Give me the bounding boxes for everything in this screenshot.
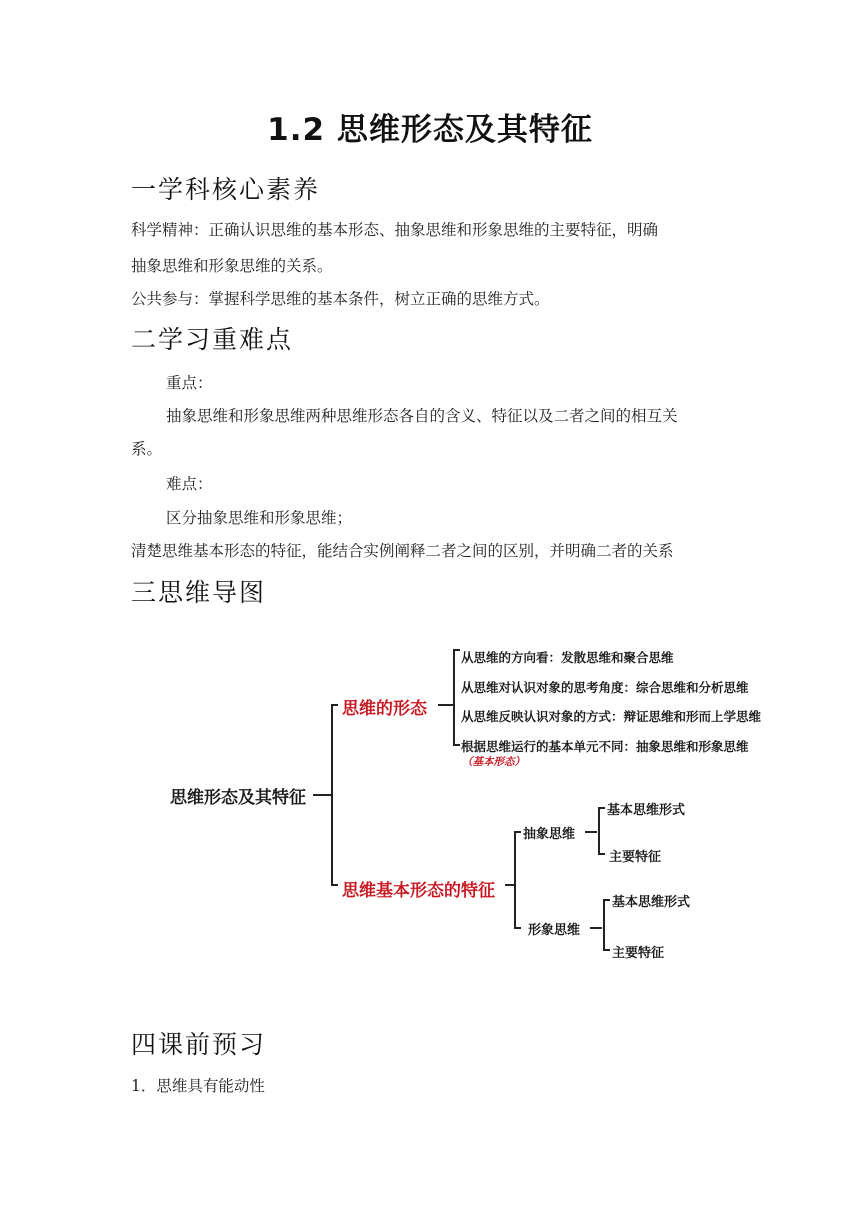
- difficult-point-text-line2: 清楚思维基本形态的特征，能结合实例阐释二者之间的区别，并明确二者的关系: [131, 542, 674, 560]
- mind-map-image-basic-form: 基本思维形式: [612, 895, 691, 910]
- bracket-sub1: [599, 808, 605, 854]
- mind-map-image-main-feature: 主要特征: [612, 946, 665, 961]
- key-point-label: 重点：: [166, 374, 213, 392]
- mind-map-form-item-4: 根据思维运行的基本单元不同：抽象思维和形象思维: [461, 739, 749, 754]
- mind-map-form-item-3: 从思维反映认识对象的方式：辩证思维和形而上学思维: [461, 709, 762, 724]
- difficult-point-text-line1: 区分抽象思维和形象思维；: [166, 509, 353, 527]
- key-point-text-line1: 抽象思维和形象思维两种思维形态各自的含义、特征以及二者之间的相互关: [166, 407, 678, 425]
- paragraph-public-participation: 公共参与：掌握科学思维的基本条件，树立正确的思维方式。: [131, 290, 550, 308]
- mind-map-image-thinking: 形象思维: [528, 923, 581, 938]
- mind-map-branch-forms: 思维的形态: [342, 699, 427, 719]
- mind-map-form-item-1: 从思维的方向看：发散思维和聚合思维: [461, 650, 674, 665]
- mind-map: [160, 630, 820, 970]
- mind-map-form-item-2: 从思维对认识对象的思考角度：综合思维和分析思维: [461, 680, 749, 695]
- preview-item-1: 1．思维具有能动性: [131, 1077, 265, 1095]
- mind-map-branch-features: 思维基本形态的特征: [342, 881, 495, 901]
- connector-main-trunk: [332, 705, 338, 885]
- mind-map-basic-form-note: （基本形态）: [462, 756, 525, 768]
- mind-map-abstract-main-feature: 主要特征: [609, 850, 662, 865]
- mind-map-abstract-thinking: 抽象思维: [523, 827, 576, 842]
- mind-map-abstract-basic-form: 基本思维形式: [607, 803, 686, 818]
- section-heading-preview: 四课前预习: [131, 1030, 267, 1059]
- section-heading-key-difficult-points: 二学习重难点: [131, 325, 294, 354]
- section-heading-core-literacy: 一学科核心素养: [131, 175, 321, 204]
- section-heading-mind-map: 三思维导图: [131, 578, 267, 607]
- bracket-branch1: [454, 650, 460, 745]
- paragraph-science-spirit-line1: 科学精神：正确认识思维的基本形态、抽象思维和形象思维的主要特征，明确: [131, 221, 659, 239]
- bracket-sub2: [604, 900, 610, 950]
- difficult-point-label: 难点：: [166, 475, 213, 493]
- mind-map-root: 思维形态及其特征: [170, 788, 306, 808]
- bracket-branch2: [515, 832, 521, 928]
- paragraph-science-spirit-line2: 抽象思维和形象思维的关系。: [131, 257, 333, 275]
- document-title: 1.2 思维形态及其特征: [267, 112, 593, 148]
- key-point-text-line2: 系。: [131, 440, 163, 458]
